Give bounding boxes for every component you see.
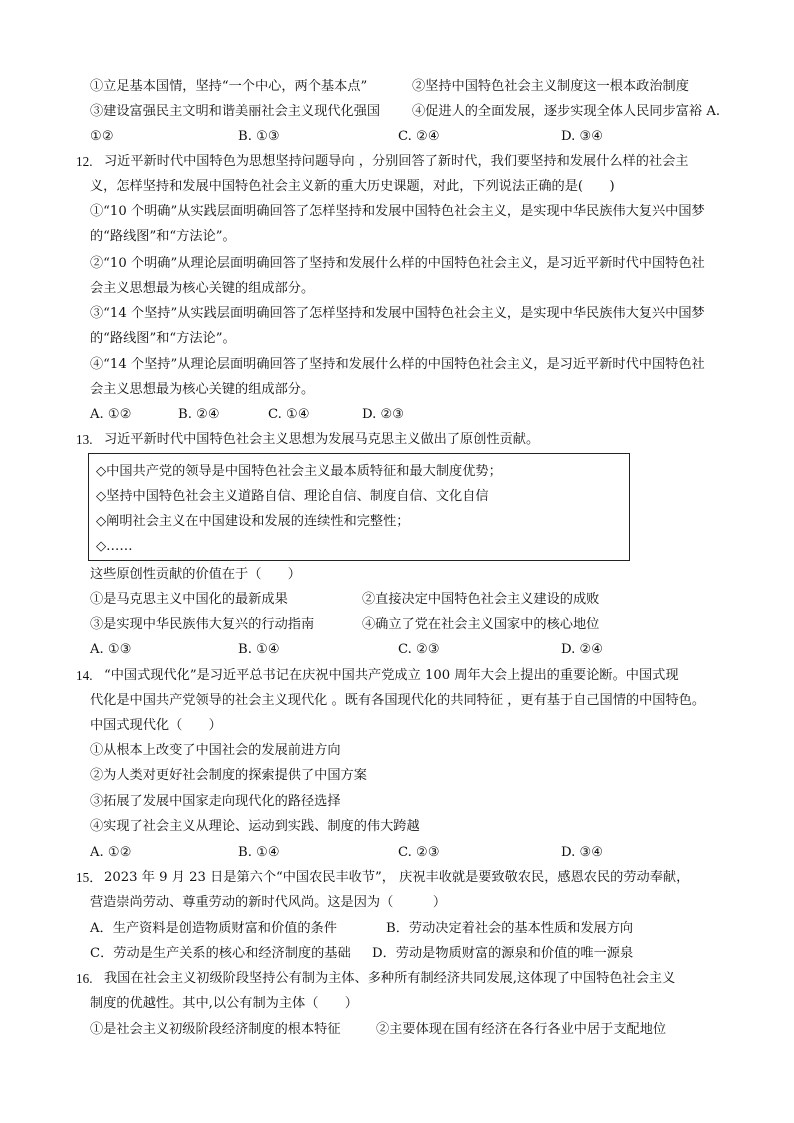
question-13-choice-b: B. ①④ (238, 642, 280, 657)
question-14-choice-c: C. ②③ (398, 845, 440, 860)
question-15-stem-line2: 营造崇尚劳动、尊重劳动的新时代风尚。这是因为（ ） (90, 895, 447, 910)
question-12-choice-d: D. ②③ (362, 407, 405, 422)
question-13-option-3: ③是实现中华民族伟大复兴的行动指南 (90, 617, 315, 632)
question-12-option-4a: ④“14 个坚持”从理论层面明确回答了坚持和发展什么样的中国特色社会主义，是习近平新时代中国特色社 (90, 357, 705, 372)
question-number-12: 12. (76, 154, 93, 169)
question-12-option-2b: 会主义思想最为核心关键的组成部分。 (90, 281, 315, 296)
question-13-option-2: ②直接决定中国特色社会主义建设的成败 (362, 592, 600, 607)
question-15-option-c: C．劳动是生产关系的核心和经济制度的基础 (90, 946, 351, 961)
question-13-stem: 习近平新时代中国特色社会主义思想为发展马克思主义做出了原创性贡献。 (104, 432, 540, 447)
question-15-option-a: A．生产资料是创造物质财富和价值的条件 (90, 921, 337, 936)
question-number-14: 14. (76, 668, 93, 683)
question-14-choice-a: A. ①② (90, 845, 132, 860)
question-12-stem-line2: 义，怎样坚持和发展中国特色社会主义新的重大历史课题，对此，下列说法正确的是( ) (90, 179, 615, 194)
question-16-option-1: ①是社会主义初级阶段经济制度的根本特征 (90, 1022, 341, 1037)
question-number-13: 13. (76, 432, 93, 447)
top-choice-c: C. ②④ (398, 129, 440, 144)
question-14-option-4: ④实现了社会主义从理论、运动到实践、制度的伟大跨越 (90, 819, 420, 834)
question-13-box-item-1: ◇中国共产党的领导是中国特色社会主义最本质特征和最大制度优势； (96, 464, 502, 479)
question-12-stem-line1: 习近平新时代中国特色为思想坚持问题导向 ，分别回答了新时代，我们要坚持和发展什么样的社会主 (104, 154, 689, 169)
question-14-option-1: ①从根本上改变了中国社会的发展前进方向 (90, 743, 341, 758)
question-12-choice-b: B. ②④ (178, 407, 220, 422)
question-13-choice-a: A. ①③ (90, 642, 132, 657)
question-13-box-item-4: ◇…… (96, 539, 133, 554)
top-option-4: ④促进人的全面发展，逐步实现全体人民同步富裕 A. (412, 104, 721, 119)
top-choice-b: B. ①③ (238, 129, 280, 144)
question-12-choice-c: C. ①④ (268, 407, 310, 422)
top-option-3: ③建设富强民主文明和谐美丽社会主义现代化强国 (90, 104, 381, 119)
question-16-stem-line1: 我国在社会主义初级阶段坚持公有制为主体、多种所有制经济共同发展,这体现了中国特色社会主义 (104, 971, 676, 986)
question-13-choice-c: C. ②③ (398, 642, 440, 657)
question-16-stem-line2: 制度的优越性。其中,以公有制为主体（ ） (90, 996, 358, 1011)
question-14-stem-line2: 代化是中国共产党领导的社会主义现代化 。既有各国现代化的共同特征 ，更有基于自己国情的中国特色。 (90, 693, 706, 708)
top-choice-a: ①② (90, 129, 114, 144)
question-12-choice-a: A. ①② (90, 407, 132, 422)
question-12-option-4b: 会主义思想最为核心关键的组成部分。 (90, 382, 315, 397)
question-13-question: 这些原创性贡献的价值在于（ ） (90, 567, 301, 582)
question-14-option-2: ②为人类对更好社会制度的探索提供了中国方案 (90, 768, 367, 783)
question-14-option-3: ③拓展了发展中国家走向现代化的路径选择 (90, 794, 341, 809)
top-option-1: ①立足基本国情，坚持“一个中心，两个基本点” (90, 79, 368, 94)
question-13-box-item-3: ◇阐明社会主义在中国建设和发展的连续性和完整性； (96, 514, 410, 529)
question-15-option-d: D．劳动是物质财富的源泉和价值的唯一源泉 (372, 946, 634, 961)
question-12-option-3a: ③“14 个坚持”从实践层面明确回答了怎样坚持和发展中国特色社会主义，是实现中华民族伟大复兴中国梦 (90, 306, 705, 321)
question-13-option-1: ①是马克思主义中国化的最新成果 (90, 592, 288, 607)
top-choice-d: D. ③④ (561, 129, 604, 144)
question-16-option-2: ②主要体现在国有经济在各行各业中居于支配地位 (376, 1022, 667, 1037)
question-14-choice-d: D. ③④ (561, 845, 604, 860)
question-14-stem-line1: “中国式现代化”是习近平总书记在庆祝中国共产党成立 100 周年大会上提出的重要论断。中国式现 (104, 668, 679, 683)
question-12-option-2a: ②“10 个明确”从理论层面明确回答了坚持和发展什么样的中国特色社会主义，是习近平新时代中国特色社 (90, 256, 705, 271)
question-14-stem-line3: 中国式现代化（ ） (90, 718, 222, 733)
question-13-option-4: ④确立了党在社会主义国家中的核心地位 (362, 617, 600, 632)
question-number-15: 15． (76, 870, 103, 885)
question-13-choice-d: D. ②④ (561, 642, 604, 657)
question-14-choice-b: B. ①④ (238, 845, 280, 860)
question-12-option-1b: 的“路线图”和“方法论”。 (90, 229, 236, 244)
question-15-option-b: B．劳动决定着社会的基本性质和发展方向 (386, 921, 634, 936)
question-13-box-item-2: ◇坚持中国特色社会主义道路自信、理论自信、制度自信、文化自信 (96, 489, 489, 504)
top-option-2: ②坚持中国特色社会主义制度这一根本政治制度 (412, 79, 689, 94)
question-15-stem-line1: 2023 年 9 月 23 日是第六个“中国农民丰收节”， 庆祝丰收就是要致敬农民，感恩农民的劳动奉献， (104, 870, 690, 885)
question-12-option-1a: ①“10 个明确”从实践层面明确回答了怎样坚持和发展中国特色社会主义，是实现中华民族伟大复兴中国梦 (90, 204, 705, 219)
question-number-16: 16. (76, 971, 93, 986)
question-12-option-3b: 的“路线图”和“方法论”。 (90, 331, 236, 346)
